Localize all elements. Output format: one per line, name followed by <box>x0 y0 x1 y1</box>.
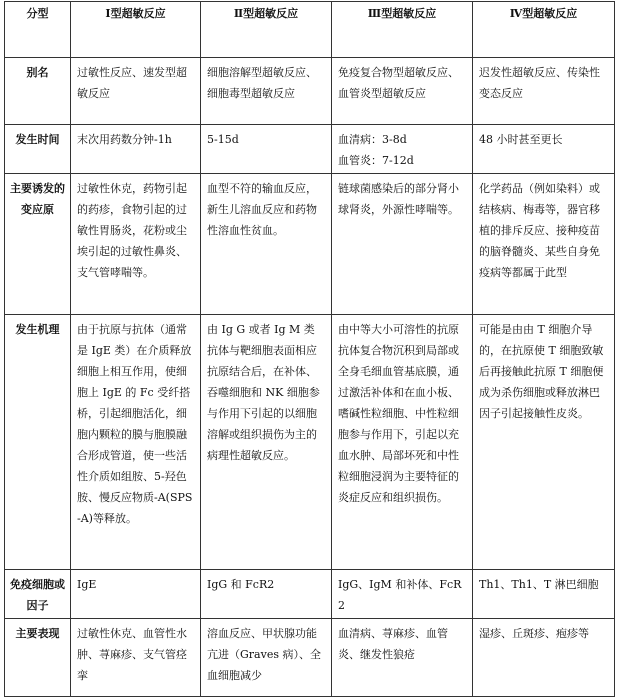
cell-allergens-type-1: 过敏性休克，药物引起的药疹，食物引起的过敏性胃肠炎，花粉或尘埃引起的过敏性鼻炎、支气管哮喘等。 <box>71 174 201 315</box>
row-label-allergens: 主要诱发的变应原 <box>5 174 71 315</box>
cell-alias-type-4: 迟发性超敏反应、传染性变态反应 <box>473 58 615 125</box>
row-label-mechanism: 发生机理 <box>5 315 71 570</box>
row-label-manifestations: 主要表现 <box>5 619 71 697</box>
cell-factors-type-1: IgE <box>71 570 201 619</box>
cell-allergens-type-2: 血型不符的输血反应，新生儿溶血反应和药物性溶血性贫血。 <box>201 174 332 315</box>
header-type-3: Ⅲ型超敏反应 <box>332 2 473 58</box>
cell-mechanism-type-2: 由 Ig G 或者 Ig M 类抗体与靶细胞表面相应抗原结合后，在补体、吞噬细胞和 NK 细胞参与作用下引起的以细胞溶解或组织损伤为主的病理性超敏反应。 <box>201 315 332 570</box>
cell-onset-type-4: 48 小时甚至更长 <box>473 125 615 174</box>
cell-onset-type-2: 5-15d <box>201 125 332 174</box>
cell-factors-type-3: IgG、IgM 和补体、FcR2 <box>332 570 473 619</box>
row-label-immune-factors: 免疫细胞或因子 <box>5 570 71 619</box>
cell-alias-type-1: 过敏性反应、速发型超敏反应 <box>71 58 201 125</box>
hypersensitivity-table <box>4 1 615 697</box>
cell-allergens-type-3: 链球菌感染后的部分肾小球肾炎，外源性哮喘等。 <box>332 174 473 315</box>
cell-onset-type-3: 血清病：3-8d 血管炎：7-12d <box>332 125 473 174</box>
cell-factors-type-2: IgG 和 FcR2 <box>201 570 332 619</box>
row-label-onset-time: 发生时间 <box>5 125 71 174</box>
cell-alias-type-2: 细胞溶解型超敏反应、细胞毒型超敏反应 <box>201 58 332 125</box>
cell-mechanism-type-3: 由中等大小可溶性的抗原抗体复合物沉积到局部或全身毛细血管基底膜，通过激活补体和在血小板、嗜碱性粒细胞、中性粒细胞参与作用下，引起以充血水肿、局部坏死和中性粒细胞浸润为主要特征的炎症反应和组织损伤。 <box>332 315 473 570</box>
header-classification: 分型 <box>5 2 71 58</box>
header-type-2: Ⅱ型超敏反应 <box>201 2 332 58</box>
row-alias <box>5 58 615 125</box>
cell-manifestations-type-1: 过敏性休克、血管性水肿、荨麻疹、支气管痉挛 <box>71 619 201 697</box>
cell-mechanism-type-4: 可能是由由 T 细胞介导的，在抗原使 T 细胞致敏后再接触此抗原 T 细胞便成为杀伤细胞或释放淋巴因子引起接触性皮炎。 <box>473 315 615 570</box>
row-onset-time <box>5 125 615 174</box>
cell-onset-type-1: 末次用药数分钟-1h <box>71 125 201 174</box>
cell-manifestations-type-4: 湿疹、丘斑疹、疱疹等 <box>473 619 615 697</box>
header-type-1: Ⅰ型超敏反应 <box>71 2 201 58</box>
row-mechanism <box>5 315 615 570</box>
cell-allergens-type-4: 化学药品（例如染料）或结核病、梅毒等，器官移植的排斥反应、接种疫苗的脑脊髓炎、某些自身免疫病等都属于此型 <box>473 174 615 315</box>
cell-mechanism-type-1: 由于抗原与抗体（通常是 IgE 类）在介质释放细胞上相互作用，使细胞上 IgE 的 Fc 受纤搭桥，引起细胞活化，细胞内颗粒的膜与胞膜融合形成管道，使一些活性介质如组胺、5-羟色胺、慢反应物质-A(SPS-A)等释放。 <box>71 315 201 570</box>
cell-manifestations-type-3: 血清病、荨麻疹、血管炎、继发性狼疮 <box>332 619 473 697</box>
row-manifestations <box>5 619 615 697</box>
header-type-4: Ⅳ型超敏反应 <box>473 2 615 58</box>
row-immune-factors <box>5 570 615 619</box>
header-row <box>5 2 615 58</box>
cell-alias-type-3: 免疫复合物型超敏反应、血管炎型超敏反应 <box>332 58 473 125</box>
row-allergens <box>5 174 615 315</box>
row-label-alias: 别名 <box>5 58 71 125</box>
cell-factors-type-4: Th1、Th1、T 淋巴细胞 <box>473 570 615 619</box>
cell-manifestations-type-2: 溶血反应、甲状腺功能亢进（Graves 病）、全血细胞减少 <box>201 619 332 697</box>
